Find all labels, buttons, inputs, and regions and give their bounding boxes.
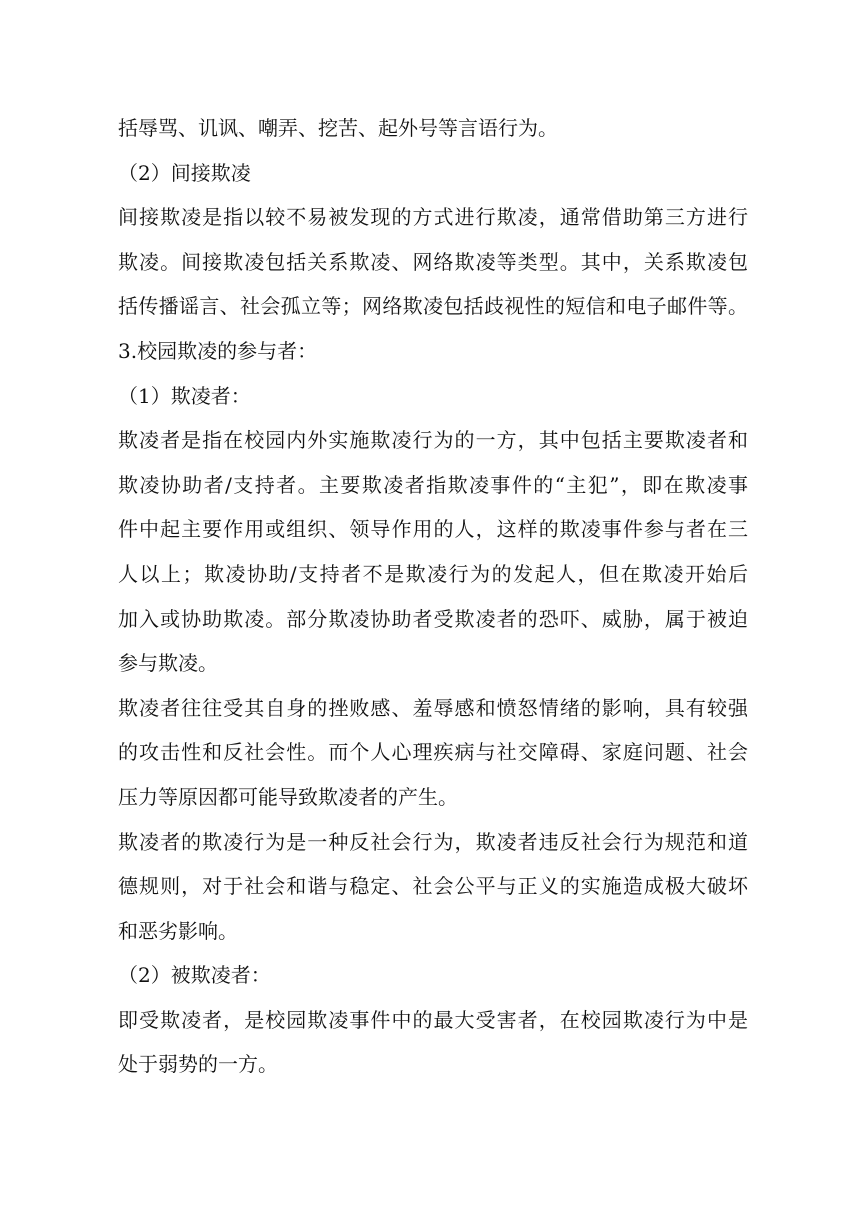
section-heading: （1）欺凌者： (118, 383, 251, 408)
text-line: 即受欺凌者，是校园欺凌事件中的最大受害者，在校园欺凌行为中是 (118, 1007, 748, 1032)
text-line: 欺凌。间接欺凌包括关系欺凌、网络欺凌等类型。其中，关系欺凌包 (118, 249, 748, 274)
text-line: 欺凌者往往受其自身的挫败感、羞辱感和愤怒情绪的影响，具有较强 (118, 695, 748, 720)
text-line: 和恶劣影响。 (118, 918, 238, 943)
section-heading: 3.校园欺凌的参与者： (118, 338, 318, 363)
text-line: 件中起主要作用或组织、领导作用的人，这样的欺凌事件参与者在三 (118, 517, 748, 542)
text-line: 间接欺凌是指以较不易被发现的方式进行欺凌，通常借助第三方进行 (118, 205, 748, 230)
document-body (118, 106, 748, 1087)
text-line: 括辱骂、讥讽、嘲弄、挖苦、起外号等言语行为。 (118, 116, 558, 140)
text-line: 欺凌者的欺凌行为是一种反社会行为，欺凌者违反社会行为规范和道 (118, 829, 748, 854)
text-line: 加入或协助欺凌。部分欺凌协助者受欺凌者的恐吓、威胁，属于被迫 (118, 606, 748, 631)
section-heading: （2）间接欺凌 (118, 160, 251, 185)
text-line: 压力等原因都可能导致欺凌者的产生。 (118, 784, 458, 809)
text-line: 括传播谣言、社会孤立等；网络欺凌包括歧视性的短信和电子邮件等。 (118, 294, 748, 319)
section-heading: （2）被欺凌者： (118, 963, 271, 988)
text-line: 处于弱势的一方。 (118, 1052, 278, 1077)
text-line: 欺凌协助者/支持者。主要欺凌者指欺凌事件的“主犯”，即在欺凌事 (118, 472, 748, 497)
text-line: 欺凌者是指在校园内外实施欺凌行为的一方，其中包括主要欺凌者和 (118, 428, 748, 453)
text-line: 的攻击性和反社会性。而个人心理疾病与社交障碍、家庭问题、社会 (118, 740, 748, 765)
text-line: 德规则，对于社会和谐与稳定、社会公平与正义的实施造成极大破坏 (118, 874, 748, 899)
text-line: 参与欺凌。 (118, 651, 218, 676)
text-line: 人以上；欺凌协助/支持者不是欺凌行为的发起人，但在欺凌开始后 (118, 561, 748, 586)
